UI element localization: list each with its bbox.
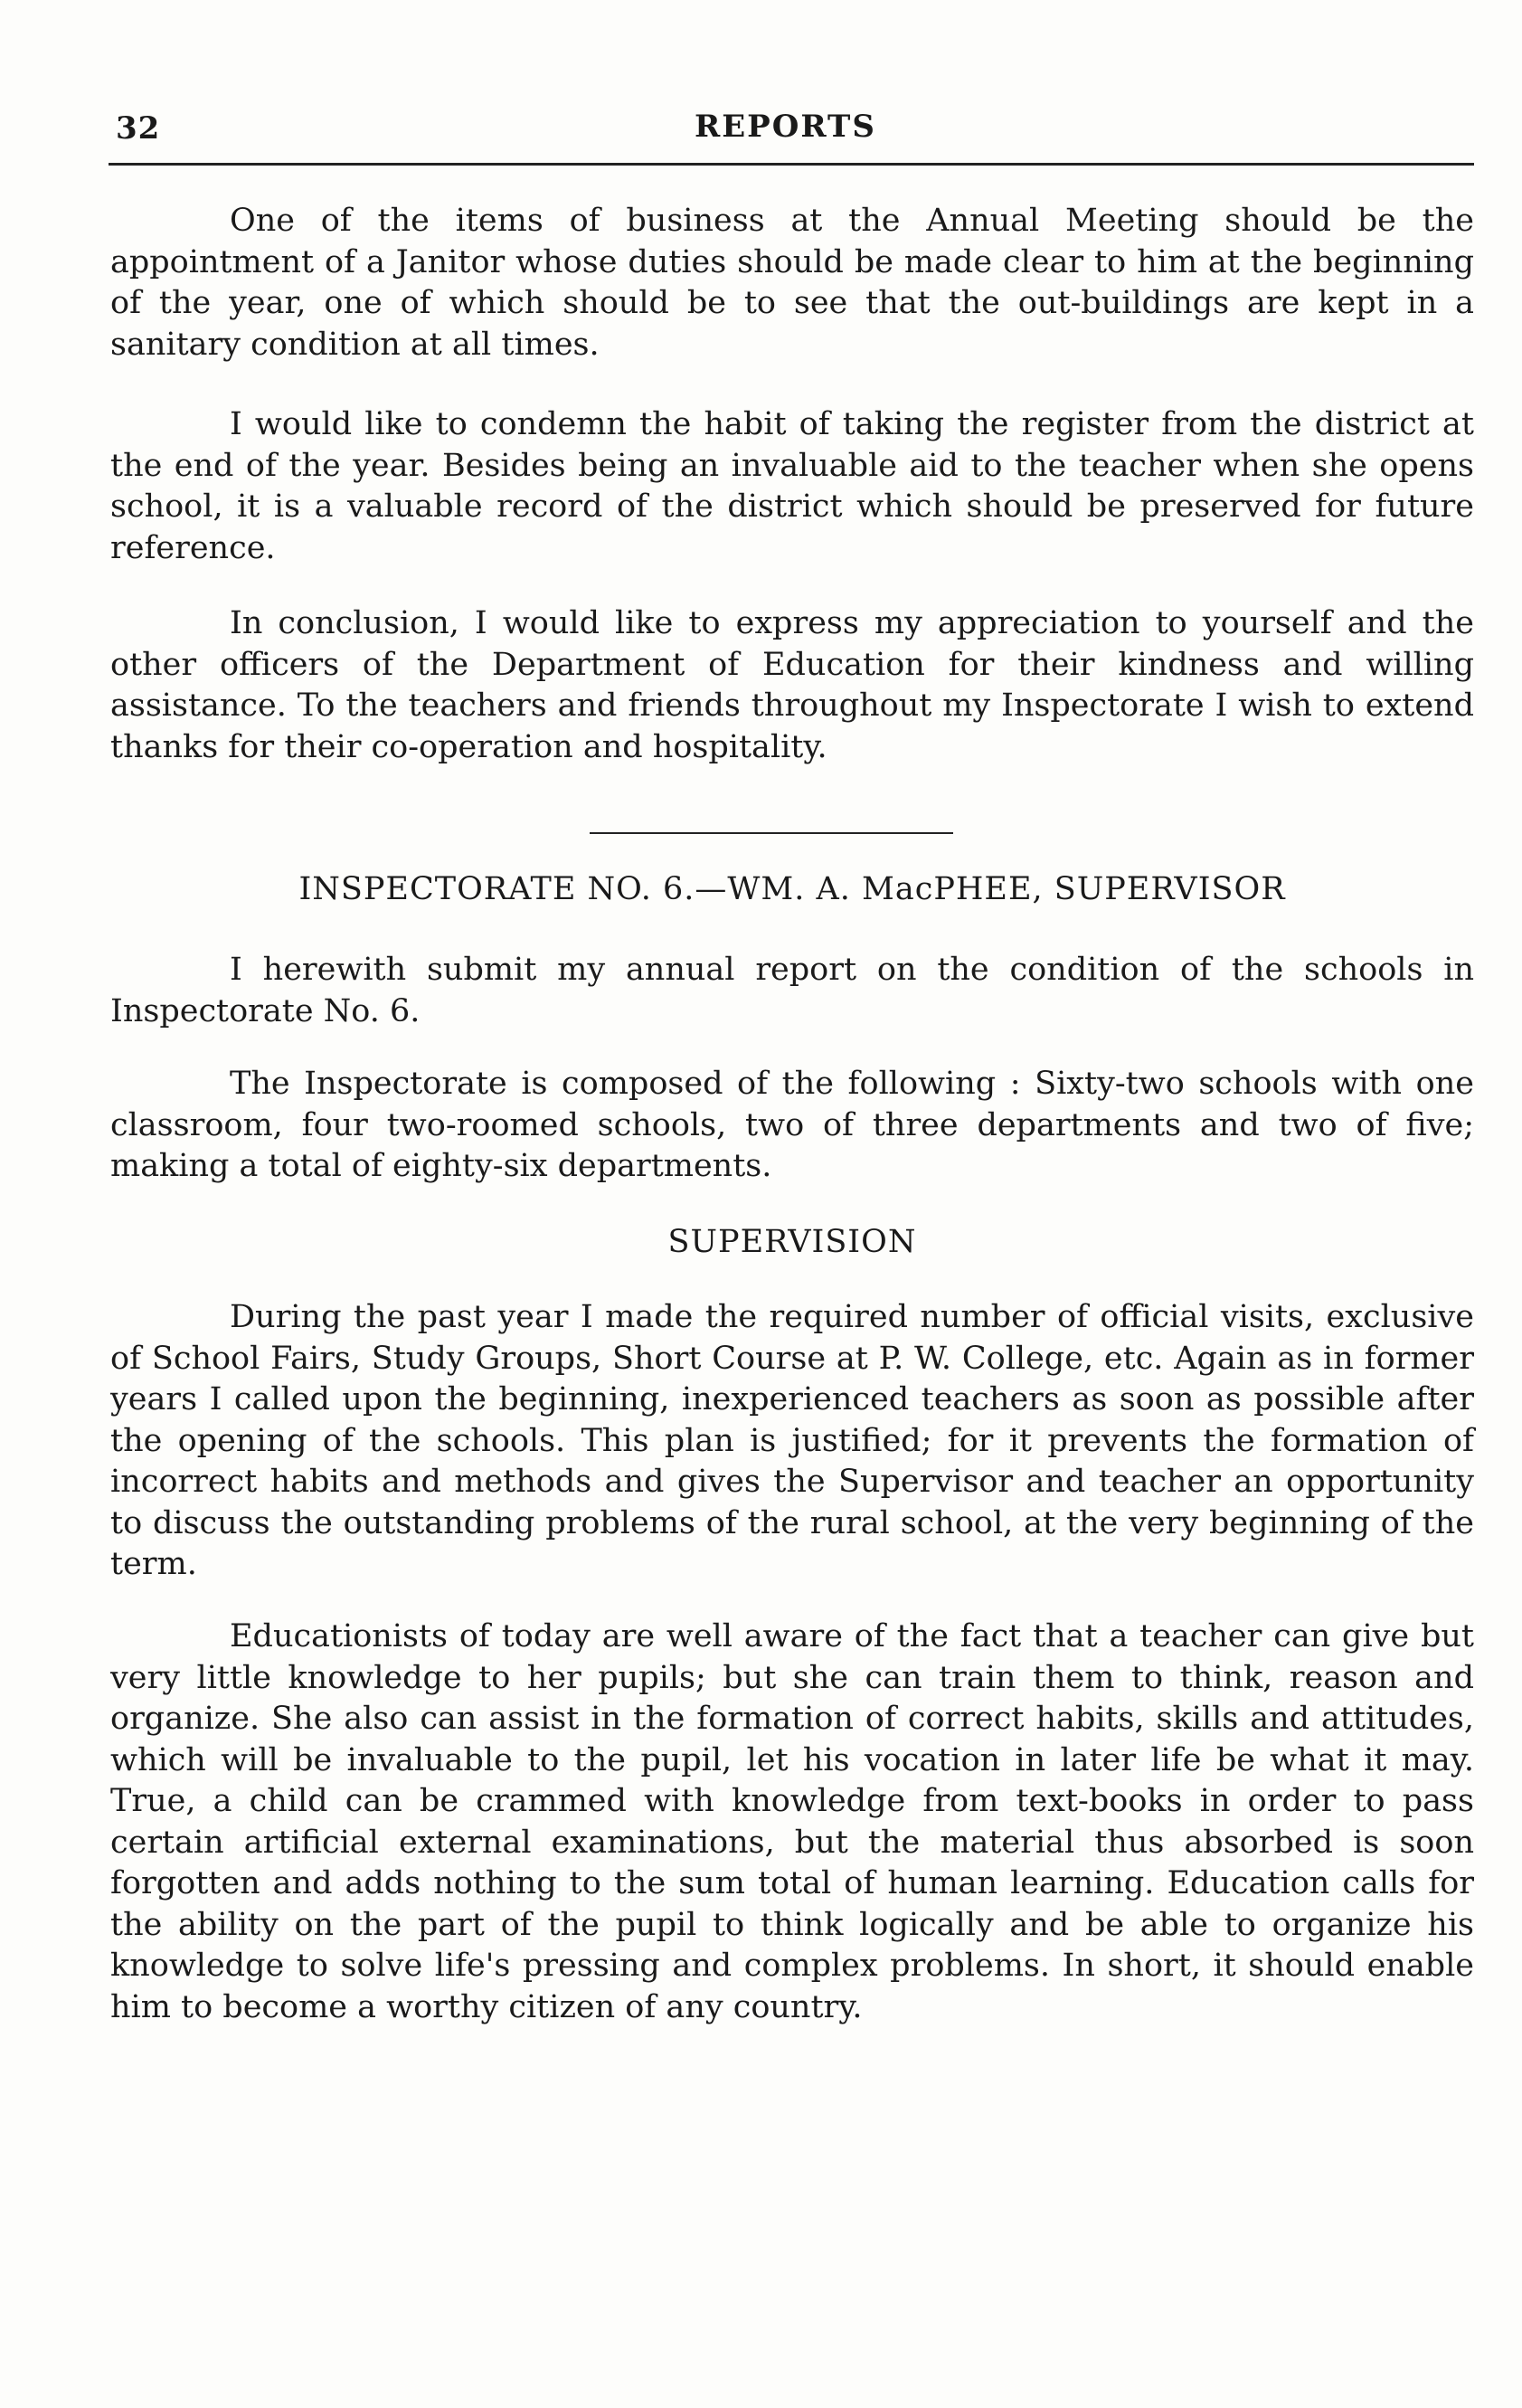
paragraph-janitor: One of the items of business at the Annual Meeting should be the appointment of a Janitor whose duties should be made clear to him at the beginning of the year, one of which should be to see that the out-buildings are kept in a sanitary condition at all times.	[110, 203, 1474, 363]
subheading-supervision: SUPERVISION	[667, 1224, 917, 1260]
header-rule	[109, 163, 1474, 166]
paragraph-submit: I herewith submit my annual report on the condition of the schools in Inspectorate No. 6.	[110, 952, 1474, 1029]
paragraph-conclusion: In conclusion, I would like to express my appreciation to yourself and the other officers of the Department of Education for their kindness and willing assistance. To the teachers and friends throughout my Inspectorate I wish to extend thanks for their co-operation and hospitality.	[110, 605, 1474, 765]
page-number: 32	[116, 110, 161, 147]
paragraph-composition: The Inspectorate is composed of the following : Sixty-two schools with one classroom, four two-roomed schools, two of three departments and two of five; making a total of eighty-six departments.	[110, 1066, 1474, 1184]
paragraph-visits: During the past year I made the required number of official visits, exclusive of School Fairs, Study Groups, Short Course at P. W. College, etc. Again as in former years I called upon the beginning, inexperienced teachers as soon as possible after the opening of the schools. This plan is justified; for it prevents the formation of incorrect habits and methods and gives the Supervisor and teacher an opportunity to discuss the outstanding problems of the rural school, at the very beginning of the term.	[110, 1299, 1474, 1582]
section-heading: INSPECTORATE NO. 6.—WM. A. MacPHEE, SUPERVISOR	[298, 871, 1286, 907]
paragraph-educationists: Educationists of today are well aware of the fact that a teacher can give but very little knowledge to her pupils; but she can train them to think, reason and organize. She also can assist in the formation of correct habits, skills and attitudes, which will be invaluable to the pupil, let his vocation in later life be what it may. True, a child can be crammed with knowledge from text-books in order to pass certain artificial external examinations, but the material thus absorbed is soon forgotten and adds nothing to the sum total of human learning. Education calls for the ability on the part of the pupil to think logically and be able to organize his knowledge to solve life's pressing and complex problems. In short, it should enable him to become a worthy citizen of any country.	[110, 1618, 1474, 2025]
paragraph-register: I would like to condemn the habit of taking the register from the district at the end of the year. Besides being an invaluable aid to the teacher when she opens school, it is a valuable record of the district which should be preserved for future reference.	[110, 406, 1474, 566]
running-head: REPORTS	[695, 109, 876, 145]
section-divider	[590, 832, 953, 834]
